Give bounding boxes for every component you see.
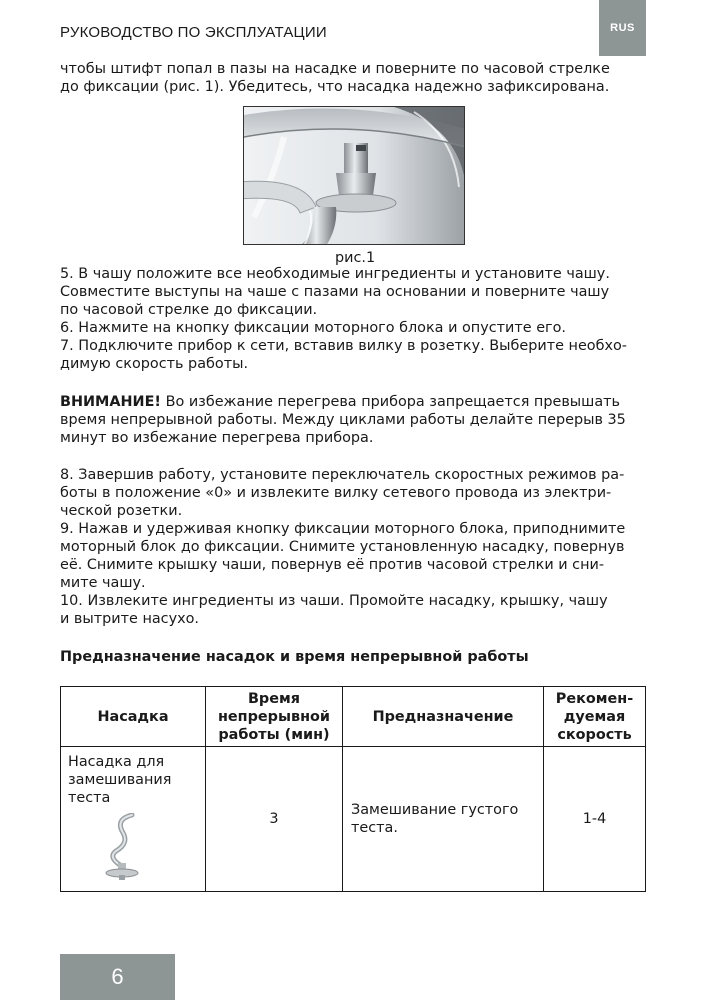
steps-5-7-paragraph <box>60 265 645 373</box>
text-line: до фиксации (рис. 1). Убедитесь, что насадка надежно зафиксирована. <box>60 79 610 95</box>
attachments-table <box>60 686 646 892</box>
cell-speed: 1-4 <box>544 747 646 892</box>
text-line: моторный блок до фиксации. Снимите установленную насадку, повернув <box>60 539 625 555</box>
text-line: 8. Завершив работу, установите переключатель скоростных режимов ра- <box>60 467 625 483</box>
attachment-name-line: теста <box>68 790 111 806</box>
header-purpose: Предназначение <box>343 687 544 747</box>
purpose-line: теста. <box>351 820 398 836</box>
header-time-line: работы (мин) <box>218 726 330 743</box>
figure-1-image <box>243 106 465 245</box>
intro-paragraph <box>60 60 645 96</box>
figure-1-caption: рис.1 <box>335 250 376 266</box>
attachment-name-line: замешивания <box>68 772 172 788</box>
dough-hook-mount-illustration <box>244 107 465 245</box>
dough-hook-image <box>102 813 152 881</box>
header-time-line: непрерывной <box>217 708 331 725</box>
text-line: Совместите выступы на чаше с пазами на основании и поверните чашу <box>60 284 610 300</box>
cell-purpose <box>343 747 544 892</box>
header-speed-line: дуемая <box>563 708 626 725</box>
cell-attachment-name <box>61 747 206 892</box>
text-line: её. Снимите крышку чаши, повернув её против часовой стрелки и сни- <box>60 557 605 573</box>
warning-text: Во избежание перегрева прибора запрещается превышать <box>161 394 621 410</box>
text-line: 6. Нажмите на кнопку фиксации моторного блока и опустите его. <box>60 320 566 336</box>
attachment-name-line: Насадка для <box>68 754 165 770</box>
text-line: и вытрите насухо. <box>60 611 200 627</box>
language-badge: RUS <box>599 0 646 56</box>
text-line: по часовой стрелке до фиксации. <box>60 302 318 318</box>
text-line: минут во избежание перегрева прибора. <box>60 430 374 446</box>
cell-time: 3 <box>206 747 343 892</box>
text-line: чтобы штифт попал в пазы на насадке и поверните по часовой стрелке <box>60 61 610 77</box>
warning-label: ВНИМАНИЕ! <box>60 394 161 410</box>
text-line: боты в положение «0» и извлеките вилку сетевого провода из электри- <box>60 485 612 501</box>
header-time-line: Время <box>247 690 301 707</box>
text-line: ческой розетки. <box>60 503 183 519</box>
dough-hook-icon <box>102 813 152 881</box>
text-line: 5. В чашу положите все необходимые ингредиенты и установите чашу. <box>60 266 610 282</box>
page-number: 6 <box>60 954 175 1000</box>
text-line: 7. Подключите прибор к сети, вставив вилку в розетку. Выберите необхо- <box>60 338 628 354</box>
text-line <box>60 393 645 411</box>
text-line: димую скорость работы. <box>60 356 249 372</box>
table-row <box>61 747 646 892</box>
table-header-row <box>61 687 646 747</box>
warning-paragraph <box>60 393 645 447</box>
header-attachment: Насадка <box>61 687 206 747</box>
header-speed-line: скорость <box>557 726 632 743</box>
text-line: время непрерывной работы. Между циклами работы делайте перерыв 35 <box>60 412 626 428</box>
header-speed <box>544 687 646 747</box>
section-title: Предназначение насадок и время непрерывной работы <box>60 649 529 665</box>
text-line: 9. Нажав и удерживая кнопку фиксации моторного блока, приподнимите <box>60 521 626 537</box>
header-title: РУКОВОДСТВО ПО ЭКСПЛУАТАЦИИ <box>60 24 327 41</box>
text-line: 10. Извлеките ингредиенты из чаши. Промойте насадку, крышку, чашу <box>60 593 608 609</box>
header-speed-line: Рекомен- <box>555 690 634 707</box>
header-time <box>206 687 343 747</box>
steps-8-10-paragraph <box>60 466 645 628</box>
purpose-line: Замешивание густого <box>351 802 519 818</box>
text-line: мите чашу. <box>60 575 146 591</box>
